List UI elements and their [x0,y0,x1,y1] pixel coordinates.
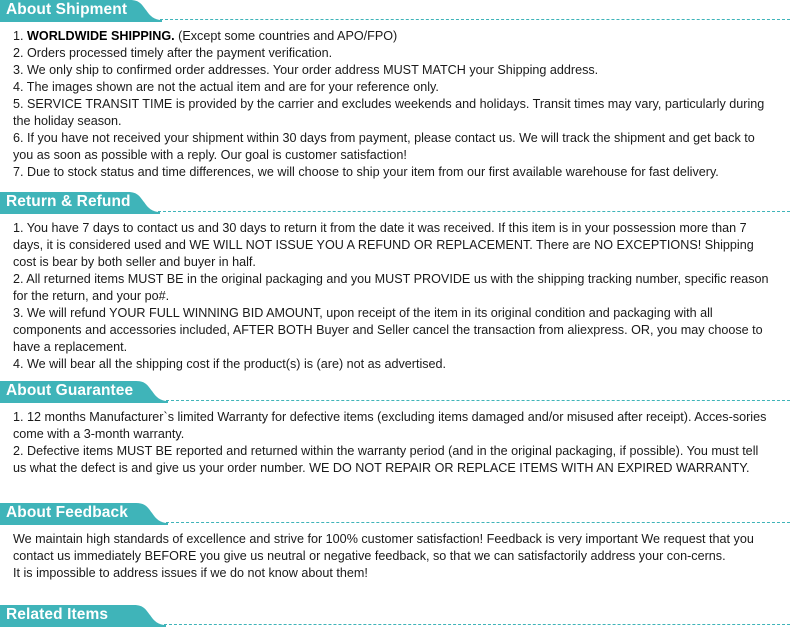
list-item: 2. Defective items MUST BE reported and returned within the warranty period (and in the original packaging, if possible). You must tell us what the defect is and give us your order number. WE DO NOT REPAIR OR REPLACE ITEMS WITH AN EXPIRED WARRANTY. [13,444,759,475]
section-return-refund [0,192,790,373]
section-header [0,605,790,627]
header-dashed-rule [166,400,790,401]
list-item: 4. The images shown are not the actual item and are for your reference only. [13,80,439,94]
item-text: (Except some countries and APO/FPO) [174,29,398,43]
list-item: 2. All returned items MUST BE in the original packaging and you MUST PROVIDE us with the shipping tracking number, specific reason for the return, and your po#. [13,272,769,303]
section-title: About Shipment [6,1,128,18]
section-header [0,381,790,403]
section-body [0,403,773,477]
list-item: It is impossible to address issues if we do not know about them! [13,566,368,580]
section-about-feedback [0,503,790,582]
list-item: 3. We will refund YOUR FULL WINNING BID AMOUNT, upon receipt of the item in its original condition and packaging with all components and accessories included, AFTER BOTH Buyer and Seller cancel the transaction from aliexpress. OR, you may choose to have a replacement. [13,306,763,354]
list-item: 3. We only ship to confirmed order addresses. Your order address MUST MATCH your Shipping address. [13,63,599,77]
list-item: 1. You have 7 days to contact us and 30 days to return it from the date it was received. If this item is in your possession more than 7 days, it is considered used and WE WILL NOT ISSUE YOU A REFUND OR REPLACEMENT. There are NO EXCEPTIONS! Shipping cost is bear by both seller and buyer in half. [13,221,754,269]
section-related-items [0,605,790,627]
section-title: Related Items [6,606,109,623]
header-dashed-rule [160,19,790,20]
list-item: 2. Orders processed timely after the payment verification. [13,46,333,60]
list-item: 5. SERVICE TRANSIT TIME is provided by the carrier and excludes weekends and holidays. Transit times may vary, particularly during the holiday season. [13,97,765,128]
list-item: 4. We will bear all the shipping cost if the product(s) is (are) not as advertised. [13,357,447,371]
section-body [0,214,773,373]
list-item: We maintain high standards of excellence and strive for 100% customer satisfaction! Feedback is very important We request that you contact us immediately BEFORE you give us neutral or negative feedback, so that we can satisfactorily address your con-cerns. [13,532,754,563]
section-title: About Guarantee [6,382,134,399]
list-item: 6. If you have not received your shipment within 30 days from payment, please contact us. We will track the shipment and get back to you as soon as possible with a reply. Our goal is customer satisfaction! [13,131,755,162]
section-header [0,503,790,525]
section-title: Return & Refund [6,193,131,210]
section-header [0,0,790,22]
section-header [0,192,790,214]
list-item: 7. Due to stock status and time differences, we will choose to ship your item from our first available warehouse for fast delivery. [13,165,719,179]
list-item: 1. 12 months Manufacturer`s limited Warranty for defective items (excluding items damaged and/or misused after receipt). Acces-sories come with a 3-month warranty. [13,410,767,441]
header-dashed-rule [158,211,790,212]
item-number: 1. [13,29,28,43]
section-about-shipment [0,0,790,181]
header-dashed-rule [166,522,790,523]
list-item [13,28,773,45]
item-emphasis: WORLDWIDE SHIPPING. [27,29,175,43]
header-dashed-rule [164,624,790,625]
section-title: About Feedback [6,504,128,521]
section-body [0,22,773,181]
section-about-guarantee [0,381,790,477]
section-body [0,525,773,582]
